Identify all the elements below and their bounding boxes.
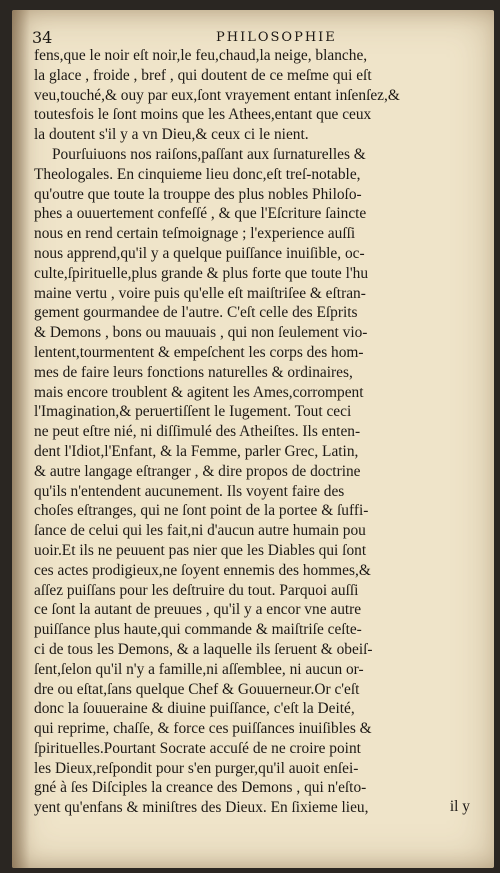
text-line: ſpirituelles.Pourtant Socrate accuſé de ne croire point	[34, 739, 361, 757]
text-line: l'Imagination,& peruertiſſent le Iugement. Tout ceci	[34, 403, 352, 421]
text-line: qu'ils n'entendent aucunement. Ils voyent faire des	[34, 482, 345, 500]
text-line: veu,touché,& ouy par eux,ſont vrayement entant inſenſez,&	[34, 86, 400, 104]
text-line: les Dieux,reſpondit pour s'en purger,qu'il auoit enſei-	[34, 759, 359, 777]
text-line: nous en rend certain teſmoignage ; l'experience auſſi	[34, 225, 356, 243]
text-line: dre ou eſtat,ſans quelque Chef & Gouuerneur.Or c'eſt	[34, 680, 360, 698]
text-line: mais encore troublent & agitent les Ames,corrompent	[34, 383, 364, 401]
text-line: Theologales. En cinquieme lieu donc,eſt treſ-notable,	[34, 165, 361, 183]
text-line: & autre langage eſtranger , & dire propos de doctrine	[34, 462, 361, 480]
text-line: lentent,tourmentent & empeſchent les corps des hom-	[34, 343, 364, 361]
text-line: ce ſont la autant de preuues , qu'il y a encor vne autre	[34, 601, 362, 619]
text-line: phes a ouuertement confeſſé , & que l'Eſcriture ſaincte	[34, 205, 367, 223]
paragraph-start-line: Pourſuiuons nos raiſons,paſſant aux ſurnaturelles &	[52, 145, 366, 163]
text-line: choſes eſtranges, qui ne ſont point de la portee & ſuffi-	[34, 502, 369, 520]
text-line: maine vertu , voire puis qu'elle eſt maiſtriſee & eſtran-	[34, 284, 366, 302]
text-line: ſance de celui qui les fait,ni d'aucun autre humain pou	[34, 522, 366, 540]
catchword: il y	[449, 798, 470, 815]
text-line: ne peut eſtre nié, ni diſſimulé des Atheiſtes. Ils enten-	[34, 423, 361, 441]
book-page	[12, 10, 494, 868]
text-line: toutesfois le ſont moins que les Athees,entant que ceux	[34, 106, 372, 124]
text-line: la doutent s'il y a vn Dieu,& ceux ci le nient.	[34, 126, 309, 144]
text-line: aſſez puiſſans pour les deſtruire du tout. Parquoi auſſi	[34, 581, 359, 599]
text-line: ci de tous les Demons, & a laquelle ils ſeruent & obeiſ-	[34, 640, 373, 658]
text-line: fens,que le noir eſt noir,le feu,chaud,la neige, blanche,	[34, 47, 368, 64]
text-line: gné à ſes Diſciples la creance des Demons , qui n'eſto-	[34, 779, 367, 797]
text-line: yent qu'enfans & miniſtres des Dieux. En ſixieme lieu,	[34, 799, 369, 817]
text-line: & Demons , bons ou mauuais , qui non ſeulement vio-	[34, 324, 368, 342]
text-line: la glace , froide , bref , qui doutent de ce meſme qui eſt	[34, 66, 372, 84]
text-line: mes de faire leurs fonctions naturelles & ordinaires,	[34, 363, 353, 381]
text-line: donc la ſouueraine & diuine puiſſance, c'eſt la Deité,	[34, 700, 355, 718]
text-line: ſent,ſelon qu'il n'y a famille,ni aſſemblee, ni aucun or-	[34, 660, 364, 678]
text-line: qu'outre que toute la trouppe des plus nobles Philoſo-	[34, 185, 362, 203]
page-number: 34	[32, 28, 53, 47]
text-line: dent l'Idiot,l'Enfant, & la Femme, parler Grec, Latin,	[34, 442, 359, 460]
body-text	[34, 46, 482, 818]
text-line: culte,ſpirituelle,plus grande & plus forte que toute l'hu	[34, 264, 369, 282]
text-line: gement gourmandee de l'autre. C'eſt celle des Eſprits	[34, 304, 358, 322]
gutter-shadow	[12, 10, 30, 868]
text-line: nous apprend,qu'il y a quelque puiſſance inuiſible, oc-	[34, 244, 365, 262]
text-line: qui reprime, chaſſe, & force ces puiſſances inuiſibles &	[34, 720, 372, 738]
text-line: ces actes prodigieux,ne ſoyent ennemis des hommes,&	[34, 561, 371, 579]
text-line: uoir.Et ils ne peuuent pas nier que les Diables qui ſont	[34, 541, 367, 559]
text-line: puiſſance plus haute,qui commande & maiſtriſe ceſte-	[34, 621, 362, 639]
running-head: PHILOSOPHIE	[216, 30, 337, 45]
